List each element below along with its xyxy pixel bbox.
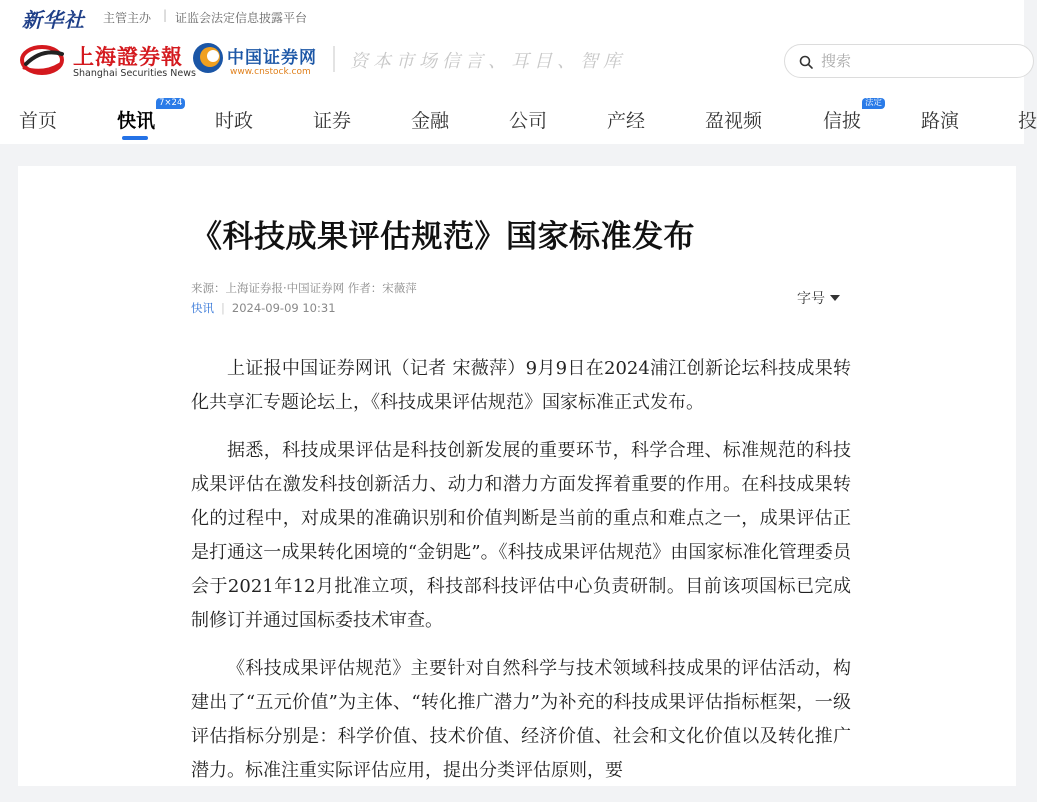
site-slogan: 资本市场信言、耳目、智库 [350, 51, 626, 72]
article-category-link[interactable]: 快讯 [191, 301, 214, 315]
nav-item-industry[interactable]: 产经 [607, 110, 646, 132]
article-title: 《科技成果评估规范》国家标准发布 [191, 219, 695, 255]
search-input[interactable] [821, 50, 1011, 72]
chevron-down-icon [830, 295, 840, 301]
nav-item-more[interactable]: 投 [1018, 110, 1037, 132]
nav-item-politics[interactable]: 时政 [215, 110, 254, 132]
cnstock-url: www.cnstock.com [230, 67, 311, 77]
disclosure-platform-link[interactable]: 证监会法定信息披露平台 [175, 11, 308, 25]
nav-badge-legal: 法定 [862, 98, 885, 109]
meta-separator: | [221, 301, 225, 315]
nav-item-disclosure[interactable]: 信披 [823, 110, 862, 132]
site-header [0, 34, 1024, 90]
article-card [18, 166, 1016, 786]
article-paragraph: 上证报中国证券网讯（记者 宋薇萍）9月9日在2024浦江创新论坛科技成果转化共享汇专题论坛上，《科技成果评估规范》国家标准正式发布。 [191, 358, 851, 413]
nav-item-video[interactable]: 盈视频 [705, 110, 763, 132]
article-paragraph: 据悉，科技成果评估是科技创新发展的重要环节，科学合理、标准规范的科技成果评估在激发科技创新活力、动力和潜力方面发挥着重要的作用。在科技成果转化的过程中，对成果的准确识别和价值判断是当前的重点和难点之一，成果评估正是打通这一成果转化困境的“金钥匙”。《科技成果评估规范》由国家标准化管理委员会于2021年12月批准立项，科技部科技评估中心负责研制。目前该项国标已完成制修订并通过国标委技术审查。 [191, 440, 851, 631]
nav-item-home[interactable]: 首页 [19, 110, 58, 132]
search-icon[interactable] [799, 55, 813, 69]
article-datetime: 2024-09-09 10:31 [231, 301, 336, 315]
nav-item-finance[interactable]: 金融 [411, 110, 450, 132]
nav-item-roadshow[interactable]: 路演 [921, 110, 960, 132]
shanghai-securities-logo-en: Shanghai Securities News [73, 68, 196, 79]
nav-badge-24h: 7×24 [156, 98, 185, 109]
main-nav [0, 90, 1037, 144]
shanghai-securities-logo-icon[interactable] [20, 44, 68, 76]
font-size-label: 字号 [797, 291, 825, 307]
shanghai-securities-logo-text[interactable]: 上海證券報 [73, 44, 183, 69]
article-body [191, 352, 851, 802]
article-source: 来源：上海证券报·中国证券网 作者：宋薇萍 [191, 281, 417, 295]
cnstock-logo-text[interactable]: 中国证券网 [227, 48, 317, 68]
nav-item-kuaixun[interactable]: 快讯 [117, 110, 156, 132]
xinhua-logo[interactable]: 新华社 [22, 8, 85, 32]
cnstock-logo-icon[interactable] [191, 41, 225, 75]
nav-item-company[interactable]: 公司 [509, 110, 548, 132]
slogan-divider [333, 46, 335, 72]
font-size-dropdown[interactable] [797, 288, 840, 308]
nav-active-indicator [122, 136, 148, 140]
nav-item-securities[interactable]: 证券 [313, 110, 352, 132]
sponsor-text: 主管主办 [103, 11, 152, 25]
search-box[interactable] [784, 44, 1034, 78]
top-strip [0, 0, 1024, 34]
article-meta [191, 300, 336, 316]
top-separator: | [163, 8, 168, 22]
article-paragraph: 《科技成果评估规范》主要针对自然科学与技术领域科技成果的评估活动，构建出了“五元价值”为主体、“转化推广潜力”为补充的科技成果评估指标框架，一级评估指标分别是：科学价值、技术价值、经济价值、社会和文化价值以及转化推广潜力。标准注重实际评估应用，提出分类评估原则，要 [191, 658, 851, 781]
